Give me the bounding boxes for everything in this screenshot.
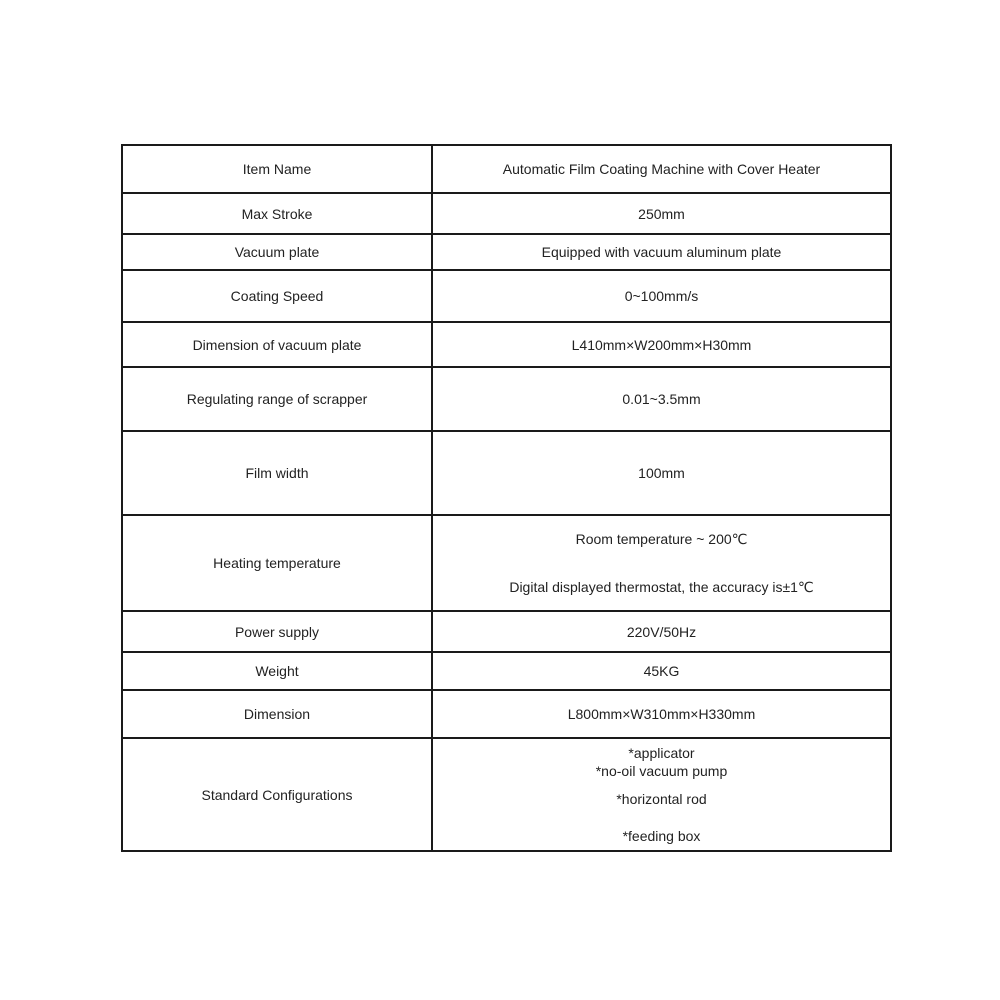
table-row [122, 611, 891, 652]
row-value: 100mm [432, 431, 891, 515]
value-line: Digital displayed thermostat, the accuracy is±1℃ [509, 579, 814, 595]
table-row [122, 431, 891, 515]
table-row [122, 652, 891, 690]
row-value: L410mm×W200mm×H30mm [432, 322, 891, 367]
spacer [439, 548, 884, 578]
table-row [122, 193, 891, 234]
row-label: Standard Configurations [122, 738, 432, 851]
table-row [122, 690, 891, 738]
spacer [439, 780, 884, 790]
row-value [432, 515, 891, 611]
row-value: 0~100mm/s [432, 270, 891, 322]
value-line: Room temperature ~ 200℃ [575, 531, 748, 547]
row-label: Coating Speed [122, 270, 432, 322]
value-line: *horizontal rod [616, 791, 707, 807]
row-label: Film width [122, 431, 432, 515]
spacer [439, 808, 884, 827]
row-label: Vacuum plate [122, 234, 432, 270]
table-row [122, 738, 891, 851]
table-row [122, 322, 891, 367]
row-value [432, 738, 891, 851]
row-value: Automatic Film Coating Machine with Cover Heater [432, 145, 891, 193]
row-label: Item Name [122, 145, 432, 193]
table-row [122, 515, 891, 611]
row-value: 250mm [432, 193, 891, 234]
row-value: 220V/50Hz [432, 611, 891, 652]
row-label: Power supply [122, 611, 432, 652]
table-row [122, 234, 891, 270]
value-line: *applicator [628, 745, 695, 761]
row-value: L800mm×W310mm×H330mm [432, 690, 891, 738]
row-label: Dimension of vacuum plate [122, 322, 432, 367]
row-value: 0.01~3.5mm [432, 367, 891, 431]
table-row [122, 367, 891, 431]
value-line: *no-oil vacuum pump [595, 763, 728, 779]
table-row [122, 145, 891, 193]
row-label: Max Stroke [122, 193, 432, 234]
row-value: Equipped with vacuum aluminum plate [432, 234, 891, 270]
value-line: *feeding box [622, 828, 701, 844]
row-label: Weight [122, 652, 432, 690]
row-label: Regulating range of scrapper [122, 367, 432, 431]
spec-table [121, 144, 892, 852]
row-value: 45KG [432, 652, 891, 690]
table-row [122, 270, 891, 322]
row-label: Dimension [122, 690, 432, 738]
row-label: Heating temperature [122, 515, 432, 611]
